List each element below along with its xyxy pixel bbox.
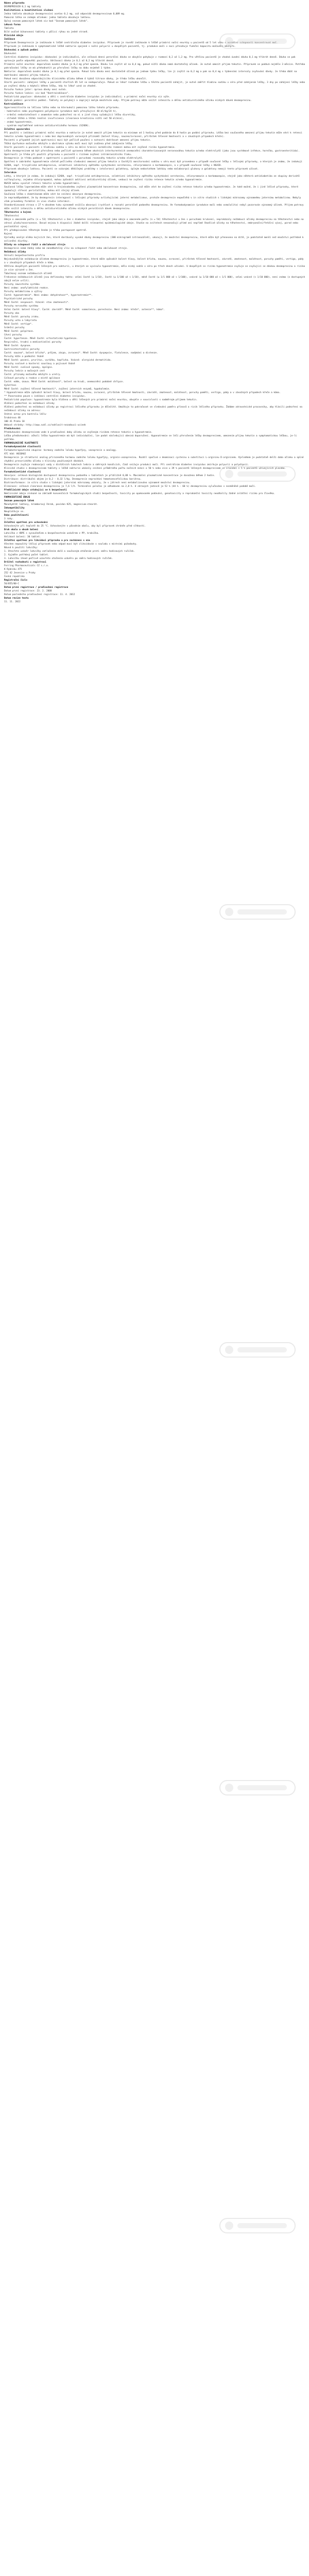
text-paragraph: Desmopresin nemá žádný nebo má zanedbatelný vliv na schopnost řídit nebo obsluhovat stroje. xyxy=(4,247,128,250)
text-paragraph: Nejzávažnějším nežádoucím účinkem desmopresinu je hyponatremie, která může způsobit bolest hlavy, bolest břicha, nauzeu, zvracení, přírůstek tělesné hmotnosti, závratě, zmatenost, malátnost, poruchy paměti, vertigo, pády a v závažných případech křeče a kóma. xyxy=(4,258,305,264)
text-paragraph: Opatrnosti je třeba při použití přípravku u pacientů s rizikem zvýšení intrakraniálního tlaku. xyxy=(4,154,132,156)
text-paragraph: Současná léčba loperamidem může vést k trojnásobnému zvýšení plazmatické koncentrace desmopresinu, což může vést ke zvýšení rizika retence tekutin a/nebo hyponatremie. Je také možné, že i jiné léčivé přípravky, které zpomalují střevní peristaltiku, mohou mít stejný účinek. xyxy=(4,186,300,192)
text-paragraph: Předávkování desmopresinem vede k prodloužení doby účinku se zvýšeným rizikem retence tekutin a hyponatremie. xyxy=(4,431,153,434)
text-paragraph: Webové stránky: http://www.sukl.cz/nahlasit-nezadouci-ucinek xyxy=(4,424,86,427)
text-paragraph: ATC kód: H01BA02 xyxy=(4,453,26,455)
text-paragraph: Nokturie: doporučená úvodní dávka je 0,1 mg před spaním. Pokud tato dávka není dostatečně účinná po jednom týdnu léčby, lze ji zvýšit na 0,2 mg a pak na 0,4 mg s týdenními intervaly zvyšování dávky. Je třeba dbát na dodržování omezení příjmu tekutin. xyxy=(4,71,298,77)
section-heading: Datum revize textu xyxy=(4,597,29,600)
text-paragraph: Těžká dysfunkce močového měchýře a obstrukce výtoku moči musí být zvážena před zahájením léčby. xyxy=(4,143,134,145)
text-paragraph: ** Pozorováno pouze v indikaci centrální diabetes insipidus. xyxy=(4,395,86,398)
text-paragraph: Méně časté: nespavost. Vzácné: stav zmatenosti*. xyxy=(4,301,70,304)
section-heading: Držitel rozhodnutí o registraci xyxy=(4,561,46,564)
text-paragraph: Údaje o omezeném počtu (n = 53) těhotenství u žen s diabetes insipidus, stejně jako údaje o omezeném počtu (n = 54) těhotenství u žen s poruchami krvácení, neprokázaly nežádoucí účinky desmopresinu na těhotenství nebo na zdraví plodu/novorozence. Dosud nejsou k dispozici žádné další relevantní epidemiologické údaje. Studie na zvířatech nenaznačují přímé ani nepřímé škodlivé účinky na těhotenství, embryonální/fetální vývoj, porod nebo postnatální vývoj. xyxy=(4,218,305,228)
text-paragraph: - známá hyponatremie, xyxy=(4,121,33,124)
section-heading: Interakce xyxy=(4,172,16,174)
section-heading: Účinky na schopnost řídit a obsluhovat stroje xyxy=(4,244,65,246)
text-paragraph: Desmopresin zvyšuje reabsorpci vody v distálních tubulech ledvin a sběrných kanálcích, čímž snižuje produkci moči. Při centrálním diabetes insipidus zmírňuje polyurii a polydipsii. xyxy=(4,464,249,466)
text-paragraph: 11. 11. 2022 xyxy=(4,601,21,603)
text-paragraph: - syndrom nepřiměřené sekrece antidiuretického hormonu (SIADH). xyxy=(4,125,90,127)
text-paragraph: Méně časté: poruchy zraku. xyxy=(4,316,40,318)
text-paragraph: - středně těžká a těžká renální insuficience (clearance kreatininu nižší než 50 ml/min), xyxy=(4,117,124,120)
text-paragraph: Pediatrická populace: hyponatremie byla hlášena u dětí léčených pro primární noční enurézu, obvykle v souvislosti s nadměrným příjmem tekutin. xyxy=(4,399,198,401)
section-heading: Zvláštní opatření pro uchovávání xyxy=(4,521,48,524)
text-paragraph: Kojení xyxy=(4,233,12,235)
text-paragraph: Celkové poruchy a reakce v místě aplikace xyxy=(4,377,60,380)
text-paragraph: Tabulkový seznam nežádoucích účinků xyxy=(4,273,52,275)
text-paragraph: Přípravek obsahuje laktosu. Pacienti se vzácnými dědičnými problémy s intolerancí galaktosy, úplným nedostatkem laktázy nebo malabsorpcí glukosy a galaktosy nemají tento přípravek užívat. xyxy=(4,168,259,171)
text-paragraph: Psychiatrické poruchy xyxy=(4,298,33,300)
text-paragraph: 56/055/00-C xyxy=(4,583,20,585)
section-heading: Inkompatibility xyxy=(4,507,25,510)
chapter-heading: FARMACEUTICKÉ ÚDAJE xyxy=(4,496,30,499)
section-heading: Doba použitelnosti xyxy=(4,514,29,517)
text-paragraph: Starší pacienti: zahájení léčby u pacientů starších 65 let se nedoporučuje. Pokud se lékař rozhodne léčbu u těchto pacientů zahájit, je nutné změřit hladinu sodíku v séru před zahájením léčby, 3 dny po zahájení léčby nebo po zvýšení dávky a kdykoli během léčby, kdy to lékař uzná za vhodné. xyxy=(4,81,306,88)
text-paragraph: Cévní poruchy xyxy=(4,334,22,336)
text-paragraph: Pacienti a případně jejich opatrovníci musí být pečlivě poučeni o nutnosti dodržovat omezení příjmu tekutin. xyxy=(4,139,151,142)
text-paragraph: Současná léčba s dimetikonem může vést ke snížení absorpce desmopresinu. xyxy=(4,193,102,196)
text-paragraph: Opatření k zabránění hyponatremie včetně pečlivého sledování omezení příjmu tekutin a častější monitorování sodíku v séru musí být provedena v případě současné léčby s léčivými přípravky, o kterých je známo, že indukují SIADH, např. tricyklická antidepresiva, selektivní inhibitory zpětného vychytávání serotoninu, chlorpromazin a karbamazepin, a v případě současné léčby s NSAID. xyxy=(4,161,304,167)
text-paragraph: Desmopresin je třeba podávat s opatrností u pacientů s poruchami rovnováhy tekutin a/nebo elektrolytů. xyxy=(4,157,143,160)
text-paragraph: Léčba desmopresinem má být přerušena nebo pečlivě upravena během akutních interkurentních onemocnění charakterizovaných nerovnováhou tekutin a/nebo elektrolytů (jako jsou systémové infekce, horečka, gastroenteritida). xyxy=(4,150,300,152)
text-paragraph: Eliminace: celková clearance desmopresinu je 7,6 l/h. Terminální poločas je odhadován na 2,8 h. U zdravých jedinců je 52 % (44 % - 60 %) desmopresinu vylučováno v nezměněné podobě močí. xyxy=(4,485,256,488)
text-paragraph: Poruchy ucha a labyrintu xyxy=(4,319,37,322)
text-paragraph: Distribuce: distribuční objem je 0,2 - 0,32 l/kg. Desmopresin neprochází hematoencefalickou bariérou. xyxy=(4,478,142,481)
section-heading: Klinické údaje xyxy=(4,35,24,37)
text-paragraph: Starší pacienti a pacienti s hladinou sodíku v séru na dolní hranici normálního rozmezí mohou mít zvýšené riziko hyponatremie. xyxy=(4,146,176,149)
section-heading: Seznam pomocných látek xyxy=(4,500,35,502)
text-paragraph: Těhotenství xyxy=(4,215,20,217)
section-heading: Léková forma xyxy=(4,24,21,26)
text-paragraph: Neuplatňuje se. xyxy=(4,511,25,513)
text-paragraph: Časté: příznaky močového měchýře a uretry. xyxy=(4,374,62,376)
text-paragraph: Respirační, hrudní a mediastinální poruchy xyxy=(4,341,62,344)
section-heading: Datum první registrace / prodloužení registrace xyxy=(4,586,68,589)
text-paragraph: Méně časté: zvýšení tělesné hmotnosti*, zvýšení jaterních enzymů, hypokalemie. xyxy=(4,388,111,391)
text-paragraph: Méně časté: svalové spasmy, myalgie. xyxy=(4,366,54,369)
section-heading: Zvláštní opatření pro likvidaci přípravku a pro zacházení s ním xyxy=(4,539,90,542)
text-paragraph: Jedna tableta obsahuje desmopressini acetas 0,1 mg, což odpovídá desmopressinum 0,089 mg. xyxy=(4,13,126,15)
text-paragraph: Časté: hyponatremie*. Není známo: dehydratace**, hypernatremie**. xyxy=(4,294,93,297)
section-heading: Indikace xyxy=(4,38,15,41)
text-paragraph: Je nepravděpodobné, že by desmopresin interagoval s léčivými přípravky ovlivňujícími jaterní metabolismus, protože desmopresin nepodléhá v in vitro studiích s lidskými mikrozomy významnému jaternímu metabolismu. Nebyly však provedeny formální in vivo studie interakcí. xyxy=(4,197,302,203)
text-paragraph: Pokud není dosaženo odpovídajícího klinického účinku během 4 týdnů titrace dávky, je třeba léčbu ukončit. xyxy=(4,78,147,80)
text-paragraph: Méně časté: vertigo*. xyxy=(4,323,33,326)
text-paragraph: 2. Vyjměte potřebný počet tablet. xyxy=(4,554,49,556)
text-paragraph: Většina dospělých pacientů léčených pro nokturii, u kterých se vyvinula hyponatremie, měla nízký sodík v séru po třech dnech užívání. U dospělých se riziko hyponatremie zvyšuje se zvyšující se dávkou desmopresinu a riziko je více výrazné u žen. xyxy=(4,265,306,272)
text-paragraph: Poruchy nervového systému xyxy=(4,305,39,308)
text-paragraph: Porucha funkce jater: úprava dávky není nutná. xyxy=(4,89,67,91)
text-paragraph: Srdeční poruchy xyxy=(4,327,25,329)
text-paragraph: Státní ústav pro kontrolu léčiv xyxy=(4,413,46,416)
text-paragraph: Velmi časté: bolest hlavy*. Časté: závratě*. Méně časté: somnolence, parestezie. Není známo: křeče*, astenie**, kóma*. xyxy=(4,309,165,311)
text-paragraph: Výsledky analýz mléka kojících žen, které dostávaly vysoké dávky desmopresinu (300 mikrogramů intranazálně), ukazují, že množství desmopresinu, které může být přeneseno na dítě, je podstatně menší než množství potřebné k ovlivnění diurézy. xyxy=(4,236,305,243)
text-paragraph: - habituální nebo psychogenní polydipsie (produkce moči převyšující 40 ml/kg/24 h), xyxy=(4,110,117,113)
text-paragraph: Látky, o kterých je známo, že indukují SIADH, např. tricyklická antidepresiva, selektivní inhibitory zpětného vychytávání serotoninu, chlorpromazin a karbamazepin, stejně jako některá antidiabetika ze skupiny derivátů sulfonylurey, zejména chlorpropamid, mohou způsobit aditivní antidiuretický účinek, vedoucí ke zvýšení rizika retence tekutin a/nebo hyponatremie. xyxy=(4,175,301,181)
text-paragraph: Úplný seznam pomocných látek viz bod "Seznam pomocných látek". xyxy=(4,20,89,23)
text-paragraph: Datum první registrace: 23. 2. 2000 xyxy=(4,590,52,592)
section-heading: Druh obalu a obsah balení xyxy=(4,529,39,531)
text-paragraph: Uchovávejte při teplotě do 25 °C. Uchovávejte v původním obalu, aby byl přípravek chráněn před vlhkostí. xyxy=(4,525,146,528)
text-paragraph: Šrobárova 48 xyxy=(4,417,21,419)
text-paragraph: Časté: edém, únava. Méně časté: malátnost*, bolest na hrudi, onemocnění podobné chřipce. xyxy=(4,381,124,383)
text-paragraph: NSAID mohou vyvolat retenci tekutin a/nebo hyponatremii. xyxy=(4,182,81,185)
text-paragraph: Česká republika xyxy=(4,575,25,578)
text-paragraph: Hlášení podezření na nežádoucí účinky po registraci léčivého přípravku je důležité. Umožňuje to pokračovat ve sledování poměru přínosů a rizik léčivého přípravku. Žádáme zdravotnické pracovníky, aby hlásili podezření na nežádoucí účinky na adresu: xyxy=(4,406,304,412)
text-paragraph: Monohydrát laktosy, bramborový škrob, povidon K25, magnesium-stearát. xyxy=(4,503,98,506)
text-paragraph: Způsob podání: perorální podání. Tablety se polykají a zapíjejí malým množstvím vody. Příjem potravy může snížit intenzitu a délku antidiuretického účinku nízkých dávek desmopresinu. xyxy=(4,99,252,102)
text-paragraph: - srdeční nedostatečnost v anamnéze nebo podezření na ni a jiné stavy vyžadující léčbu diuretiky, xyxy=(4,114,136,116)
chapter-heading: FARMAKOLOGICKÉ VLASTNOSTI xyxy=(4,442,39,445)
text-paragraph: Poruchy oka xyxy=(4,312,20,315)
text-paragraph: 3. Lahvičku ihned pečlivě uzavřete otočením uzávěru po směru hodinových ručiček. xyxy=(4,557,113,560)
text-paragraph: Shrnutí bezpečnostního profilu xyxy=(4,255,45,257)
section-heading: Kontraindikace xyxy=(4,103,24,106)
text-paragraph: * Hyponatremie může způsobit bolest hlavy, bolest břicha, nauzeu, zvracení, přírůstek tělesné hmotnosti, závratě, zmatenost, malátnost, poruchy paměti, vertigo, pády a v závažných případech křeče a kóma. xyxy=(4,392,281,394)
text-paragraph: 100 41 Praha 10 xyxy=(4,420,25,423)
text-paragraph: Farmakoterapeutická skupina: hormony zadního laloku hypofýzy, vazopresin a analogy. xyxy=(4,449,117,452)
text-paragraph: Standardizovaná strava s 27 % obsahem tuku významně snížila absorpci (rychlost a rozsah) perorálně podaného desmopresinu. Ve farmakodynamice (produkce moči nebo osmolalita) nebyl pozorován významný účinek. Příjem potravy může snížit intenzitu a délku antidiuretického účinku nízkých perorálních dávek desmopresinu. xyxy=(4,204,305,210)
text-paragraph: Návod k použití lahvičky: xyxy=(4,547,39,549)
text-paragraph: Poruchy kůže a podkožní tkáně xyxy=(4,355,44,358)
section-heading: Těhotenství a kojení xyxy=(4,211,31,214)
text-paragraph: Hypersenzitivita na léčivou látku nebo na kteroukoli pomocnou látku tohoto přípravku. xyxy=(4,107,120,109)
text-paragraph: Primární noční enuréza: doporučená úvodní dávka je 0,2 mg před spaním. Dávku lze zvýšit až na 0,4 mg, pokud nižší dávka nemá dostatečný účinek. Je nutné omezit příjem tekutin. Přípravek se podává nejdéle 3 měsíce. Potřeba pokračování léčby se má přehodnotit po přerušení léčby na dobu nejméně 1 týdne. xyxy=(4,63,306,70)
text-paragraph: Při předepisování těhotným ženám je třeba postupovat opatrně. xyxy=(4,229,88,232)
text-paragraph: Všechen nepoužitý léčivý přípravek nebo odpad musí být zlikvidován v souladu s místními požadavky. xyxy=(4,543,138,546)
text-paragraph: Poruchy svalové a kosterní soustavy a pojivové tkáně xyxy=(4,363,75,365)
text-paragraph: Desmopresin je strukturní analog přirozeného hormonu zadního laloku hypofýzy, arginin-vazopresinu. Rozdíl spočívá v deaminaci cysteinu a substituci L-argininu D-argininem. Výsledkem je podstatně delší doba účinku a úplné chybění presorického účinku v klinicky používaných dávkách. xyxy=(4,456,305,463)
text-paragraph: Centrální diabetes insipidus: dávkování je individuální, ale celková denní perorální dávka se obvykle pohybuje v rozmezí 0,2 až 1,2 mg. Pro většinu pacientů je vhodná úvodní dávka 0,1 mg třikrát denně. Dávka se pak upravuje podle odpovědi pacienta. Udržovací dávka je 0,1 až 0,2 mg třikrát denně. xyxy=(4,56,297,62)
text-paragraph: 252 42 Jesenice u Prahy xyxy=(4,572,36,574)
section-heading: Nežádoucí účinky xyxy=(4,251,26,253)
text-paragraph: Poruchy imunitního systému xyxy=(4,283,40,286)
text-paragraph: Méně časté: pocení, pruritus, vyrážka, kopřivka. Vzácné: alergická dermatitida. xyxy=(4,359,112,362)
text-paragraph: Léčba předávkování: ačkoli léčba hyponatremie má být individuální, lze podat následující obecná doporučení. Hyponatremie se léčí přerušením léčby desmopresinem, omezením příjmu tekutin a symptomatickou léčbou, je-li potřeba. xyxy=(4,435,298,441)
text-paragraph: DESMOPRESSIN 0,1 mg tablety xyxy=(4,6,41,8)
text-paragraph: Při použití v indikaci primární noční enuréza a nokturie je nutné omezit příjem tekutin na minimum od 1 hodiny před podáním do 8 hodin po podání přípravku. Léčba bez současného omezení příjmu tekutin může vést k retenci tekutin a/nebo hyponatremii s nebo bez doprovodných varovných příznaků (bolest hlavy, nauzea/zvracení, přírůstek tělesné hmotnosti a v závažných případech křeče). xyxy=(4,132,304,138)
text-paragraph: Absorpce: celková biologická dostupnost desmopresinu podaného v tabletách je přibližně 0,08 %. Maximální plazmatické koncentrace je dosaženo během 2 hodin. xyxy=(4,474,215,477)
text-paragraph: Tableta xyxy=(4,27,14,30)
text-paragraph: Klinické studie s desmopresinem tablety v léčbě nokturie ukázaly snížení průměrného počtu nočních mikcí o 50 % nebo více u 39 % pacientů léčených desmopresinem ve srovnání s 5 % pacientů užívajících placebo. xyxy=(4,467,286,470)
text-paragraph: Časté: hypertenze. Méně časté: ortostatická hypotenze. xyxy=(4,337,78,340)
text-paragraph: Lahvička z HDPE s vysoušedlem a bezpečnostním uzávěrem z PP, krabička. xyxy=(4,532,100,535)
text-paragraph: Poruchy ledvin a močových cest xyxy=(4,370,45,372)
text-paragraph: Vyšetření xyxy=(4,384,16,387)
text-paragraph: Dávkování xyxy=(4,53,16,55)
text-paragraph: Biotransformace: in vitro studie s lidskými jaterními mikrozomy ukázaly, že v játrech není metabolizováno významné množství desmopresinu. xyxy=(4,482,191,484)
text-paragraph: Méně časté: dyspnoe. xyxy=(4,345,31,347)
section-heading: Farmakokinetické vlastnosti xyxy=(4,471,41,473)
text-paragraph: Porucha funkce ledvin: viz bod "Kontraindikace". xyxy=(4,92,70,95)
text-paragraph: Neklinické údaje získané na základě konvenčních farmakologických studií bezpečnosti, toxicity po opakovaném podávání, genotoxicity a reprodukční toxicity neodhalily žádné zvláštní riziko pro člověka. xyxy=(4,493,276,495)
section-heading: Předávkování xyxy=(4,428,21,430)
text-paragraph: Není známo: anafylaktická reakce. xyxy=(4,287,49,290)
text-paragraph: Frekvence nežádoucích účinků jsou definovány takto: velmi časté (≥ 1/10), časté (≥ 1/100 až < 1/10), méně časté (≥ 1/1 000 až < 1/100), vzácné (≥ 1/10 000 až < 1/1 000), velmi vzácné (< 1/10 000), není známo (z dostupných údajů nelze určit). xyxy=(4,276,306,282)
text-paragraph: Gastrointestinální poruchy xyxy=(4,348,40,351)
section-heading: Registrační číslo xyxy=(4,579,27,582)
text-paragraph: Ferring Pharmaceuticals CZ s.r.o. xyxy=(4,565,49,567)
text-paragraph: Časté: nauzea*, bolest břicha*, průjem, zácpa, zvracení*. Méně časté: dyspepsie, flatulence, nadýmání a distenze. xyxy=(4,352,158,354)
section-heading: Předklinické údaje vztahující se k bezpečnosti xyxy=(4,489,67,492)
section-heading: Dávkování a způsob podání xyxy=(4,49,39,52)
text-paragraph: Hlášení podezření na nežádoucí účinky xyxy=(4,402,55,405)
section-heading: Název přípravku xyxy=(4,2,25,5)
section-heading: Farmakodynamické vlastnosti xyxy=(4,446,41,448)
text-paragraph: Datum posledního prodloužení registrace: 11. 4. 2012 xyxy=(4,594,75,596)
text-paragraph: Přípravek Desmopressin je indikován k léčbě centrálního diabetes insipidus. Přípravek je rovněž indikován k léčbě primární noční enurézy u pacientů od 5 let věku s normální schopností koncentrovat moč. xyxy=(4,42,278,44)
document-body xyxy=(4,2,306,604)
section-heading: Zvláštní upozornění xyxy=(4,128,30,131)
section-heading: Kvalitativní a kvantitativní složení xyxy=(4,9,54,12)
text-paragraph: Bílé oválné bikonvexní tablety s půlicí rýhou na jedné straně. xyxy=(4,31,89,33)
text-paragraph: Poruchy metabolismu a výživy xyxy=(4,291,43,293)
text-paragraph: 3 roky. xyxy=(4,518,14,520)
text-paragraph: 1. Otevřete uzávěr lahvičky zatlačením dolů a současným otáčením proti směru hodinových ručiček. xyxy=(4,550,135,553)
text-paragraph: K Rybníku 475 xyxy=(4,568,22,571)
text-paragraph: Pomocná látka se známým účinkem: jedna tableta obsahuje laktosu. xyxy=(4,16,92,19)
text-paragraph: Velikost balení: 30 tablet. xyxy=(4,536,41,538)
text-paragraph: Méně časté: palpitace. xyxy=(4,330,35,333)
text-paragraph: Přípravek je indikován k symptomatické léčbě nokturie spojené s noční polyurií u dospělých pacientů, tj. produkce moči v noci přesahuje funkční kapacitu močového měchýře. xyxy=(4,45,236,48)
text-paragraph: Pediatrická populace: dávkování u dětí s centrálním diabetes insipidus je individuální; u primární noční enurézy viz výše. xyxy=(4,96,170,98)
